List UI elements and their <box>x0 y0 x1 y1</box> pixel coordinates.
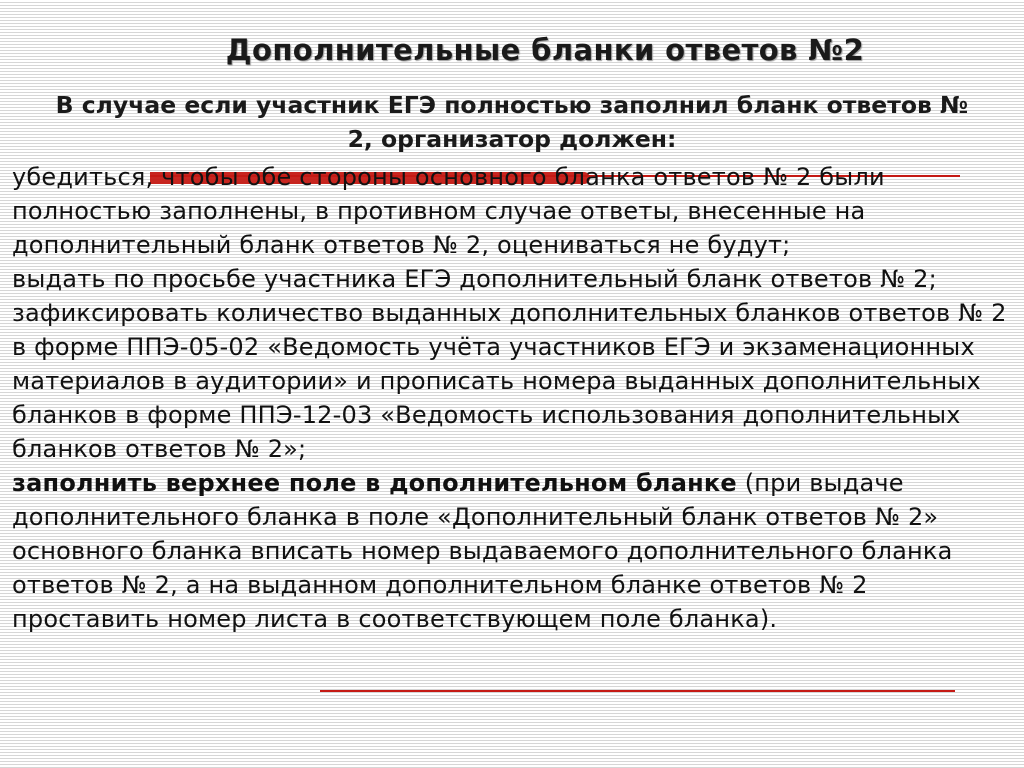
instruction-item-text: (при выдаче дополнительного бланка в поле «Дополнительный бланк ответов № 2» основного бланка вписать номер выдаваемого дополнительного бланка ответов № 2, а на выданном дополнительном бланке ответов № 2 проставить номер листа в соответствующем поле бланка). <box>12 469 953 633</box>
instruction-item: убедиться, чтобы обе стороны основного бланка ответов № 2 были полностью заполнены, в противном случае ответы, внесенные на дополнительный бланк ответов № 2, оцениваться не будут; <box>12 163 885 259</box>
instruction-item: выдать по просьбе участника ЕГЭ дополнительный бланк ответов № 2; <box>12 265 937 293</box>
intro-heading: В случае если участник ЕГЭ полностью заполнил бланк ответов № 2, организатор должен: <box>55 91 969 153</box>
instruction-item-bold: заполнить верхнее поле в дополнительном бланке <box>12 469 737 497</box>
instruction-list <box>12 160 1022 636</box>
instruction-item: зафиксировать количество выданных дополнительных бланков ответов № 2 в форме ППЭ-05-02 «Ведомость учёта участников ЕГЭ и экзаменационных материалов в аудитории» и прописать номера выданных дополнительных бланков в форме ППЭ-12-03 «Ведомость использования дополнительных бланков ответов № 2»; <box>12 299 1007 463</box>
red-decor-line-bottom <box>320 690 955 692</box>
instruction-item <box>12 466 1022 636</box>
slide-title: Дополнительные бланки ответов №2 <box>225 33 865 67</box>
